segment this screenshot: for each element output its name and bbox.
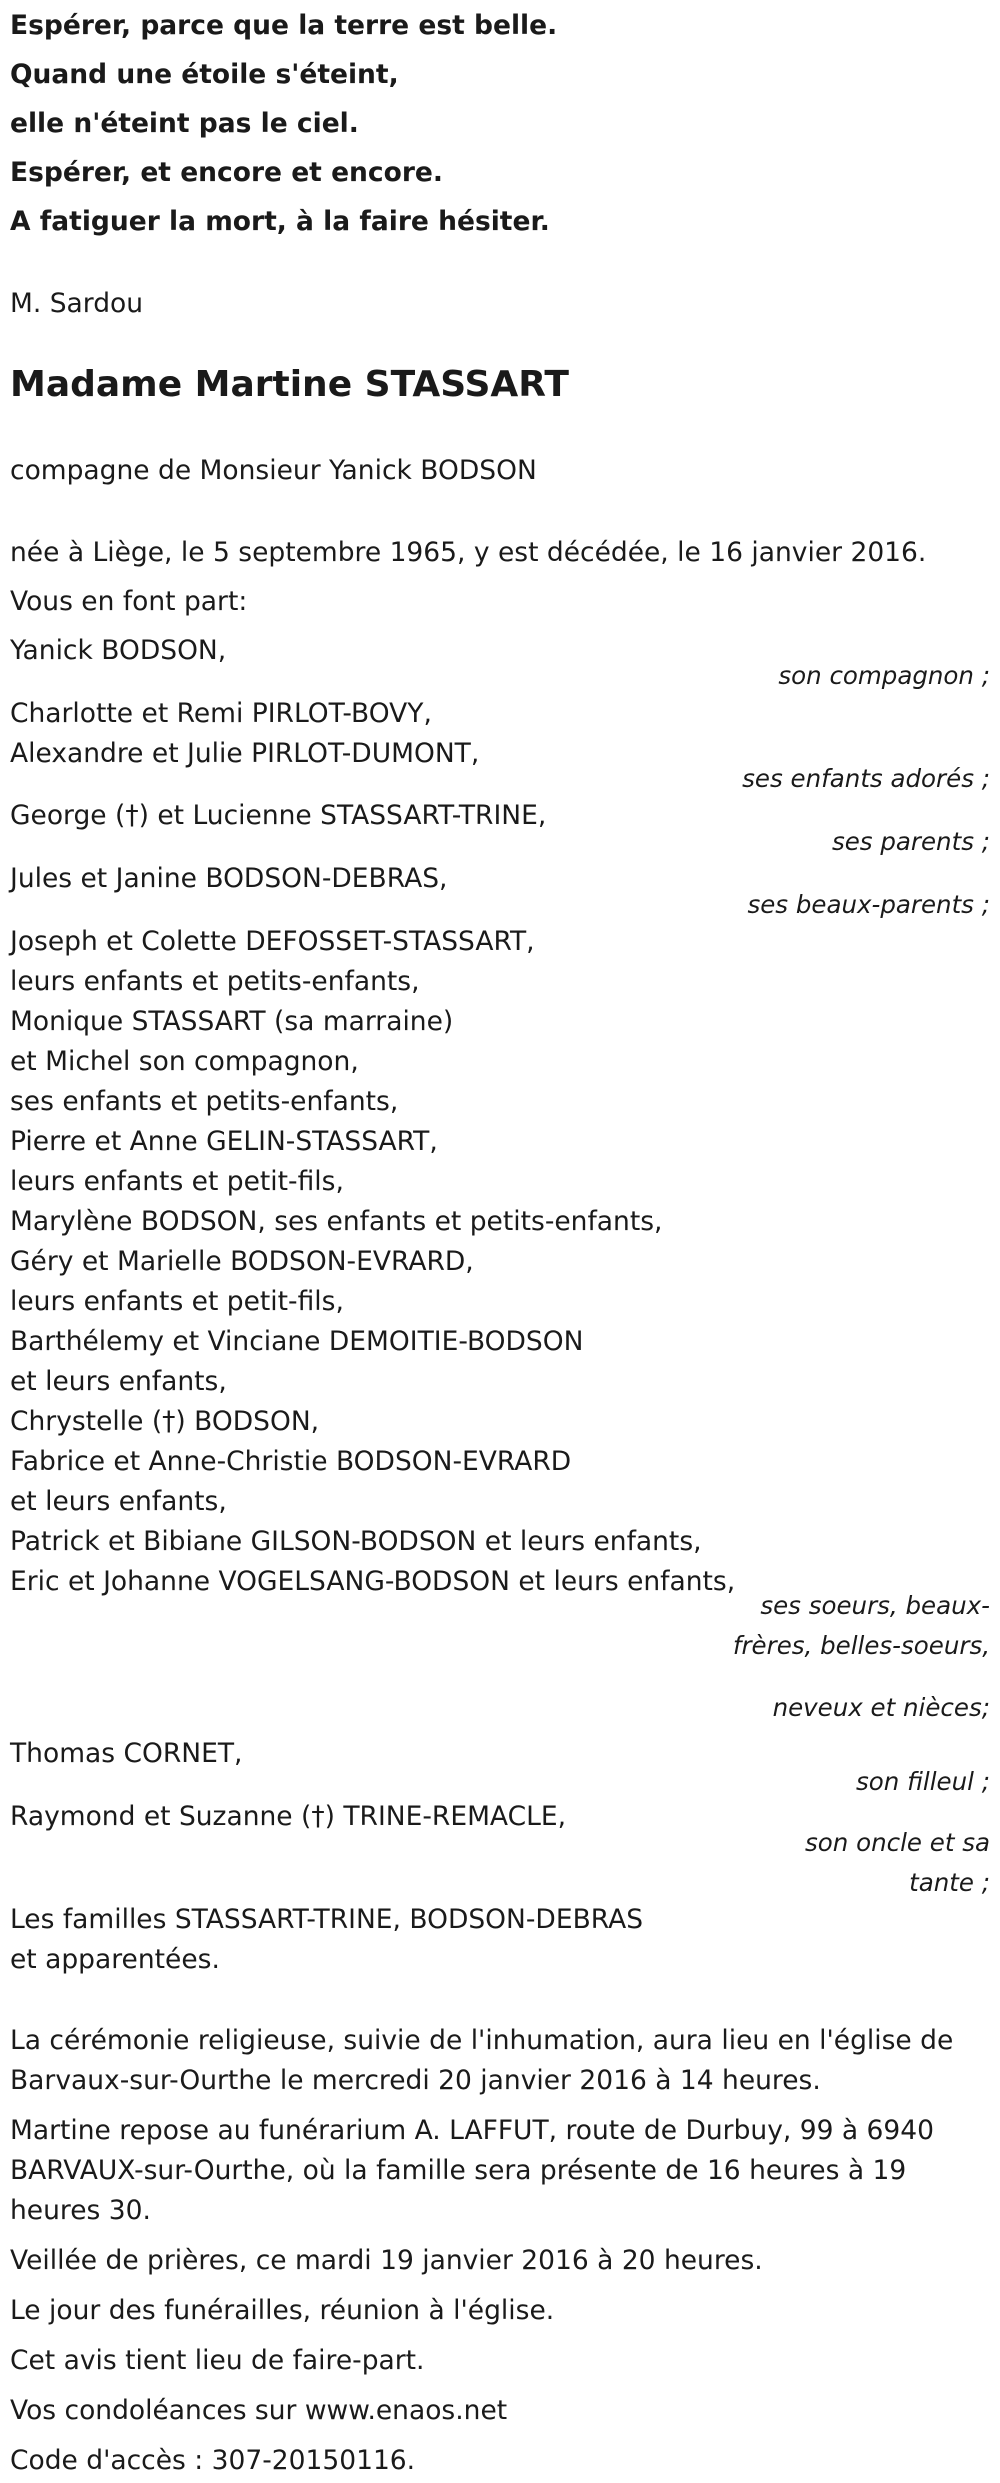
family-line: Barthélemy et Vinciane DEMOITIE-BODSON (10, 1326, 584, 1357)
ceremony-line: BARVAUX-sur-Ourthe, où la famille sera présente de 16 heures à 19 (10, 2155, 907, 2186)
poem-line: Quand une étoile s'éteint, (10, 59, 399, 90)
ceremony-line: heures 30. (10, 2195, 151, 2226)
family-line: leurs enfants et petits-enfants, (10, 966, 420, 997)
family-line: Patrick et Bibiane GILSON-BODSON et leurs enfants, (10, 1526, 702, 1557)
deceased-name: Madame Martine STASSART (10, 364, 569, 405)
poem-line: Espérer, parce que la terre est belle. (10, 10, 558, 41)
family-line: Chrystelle (†) BODSON, (10, 1406, 320, 1437)
family-line: Yanick BODSON, (10, 635, 227, 666)
family-line: Jules et Janine BODSON-DEBRAS, (10, 863, 448, 894)
ceremony-line: Vos condoléances sur www.enaos.net (10, 2395, 508, 2426)
family-line: ses enfants et petits-enfants, (10, 1086, 399, 1117)
family-line: George (†) et Lucienne STASSART-TRINE, (10, 800, 547, 831)
family-line: Eric et Johanne VOGELSANG-BODSON et leurs enfants, (10, 1566, 736, 1597)
poem-line: A fatiguer la mort, à la faire hésiter. (10, 206, 550, 237)
family-line: Monique STASSART (sa marraine) (10, 1006, 454, 1037)
family-line: et Michel son compagnon, (10, 1046, 359, 1077)
relation-label: ses soeurs, beaux-frères, belles-soeurs, (732, 1591, 990, 1660)
ceremony-line: La cérémonie religieuse, suivie de l'inhumation, aura lieu en l'église de (10, 2025, 954, 2056)
announce-intro: Vous en font part: (10, 586, 248, 617)
ceremony-line: Barvaux-sur-Ourthe le mercredi 20 janvier 2016 à 14 heures. (10, 2065, 821, 2096)
ceremony-line: Cet avis tient lieu de faire-part. (10, 2345, 425, 2376)
ceremony-line: Martine repose au funérarium A. LAFFUT, route de Durbuy, 99 à 6940 (10, 2115, 934, 2146)
poem-author: M. Sardou (10, 288, 144, 319)
ceremony-line: Veillée de prières, ce mardi 19 janvier 2016 à 20 heures. (10, 2245, 763, 2276)
relation-label: ses beaux-parents ; (747, 890, 990, 919)
family-line: et apparentées. (10, 1944, 220, 1975)
family-line: leurs enfants et petit-fils, (10, 1286, 344, 1317)
ceremony-line: Code d'accès : 307-20150116. (10, 2445, 416, 2476)
family-line: Charlotte et Remi PIRLOT-BOVY, (10, 698, 432, 729)
relation-label: neveux et nièces; (772, 1693, 990, 1722)
family-line: Les familles STASSART-TRINE, BODSON-DEBRAS (10, 1904, 644, 1935)
family-line: Fabrice et Anne-Christie BODSON-EVRARD (10, 1446, 572, 1477)
family-line: et leurs enfants, (10, 1366, 227, 1397)
family-line: Alexandre et Julie PIRLOT-DUMONT, (10, 738, 480, 769)
relation-label: son filleul ; (856, 1767, 990, 1796)
ceremony-line: Le jour des funérailles, réunion à l'église. (10, 2295, 555, 2326)
family-line: et leurs enfants, (10, 1486, 227, 1517)
poem-line: elle n'éteint pas le ciel. (10, 108, 359, 139)
family-line: Raymond et Suzanne (†) TRINE-REMACLE, (10, 1801, 567, 1832)
family-line: Thomas CORNET, (10, 1738, 243, 1769)
poem-line: Espérer, et encore et encore. (10, 157, 443, 188)
family-line: Joseph et Colette DEFOSSET-STASSART, (10, 926, 535, 957)
relation-label: ses parents ; (831, 827, 990, 856)
relation-label: son oncle et sa tante ; (805, 1828, 990, 1897)
family-line: leurs enfants et petit-fils, (10, 1166, 344, 1197)
relation-label: ses enfants adorés ; (742, 764, 990, 793)
family-line: Marylène BODSON, ses enfants et petits-enfants, (10, 1206, 663, 1237)
family-line: Géry et Marielle BODSON-EVRARD, (10, 1246, 474, 1277)
birth-death-line: née à Liège, le 5 septembre 1965, y est décédée, le 16 janvier 2016. (10, 537, 927, 568)
partner-line: compagne de Monsieur Yanick BODSON (10, 455, 537, 486)
family-line: Pierre et Anne GELIN-STASSART, (10, 1126, 438, 1157)
relation-label: son compagnon ; (778, 661, 990, 690)
